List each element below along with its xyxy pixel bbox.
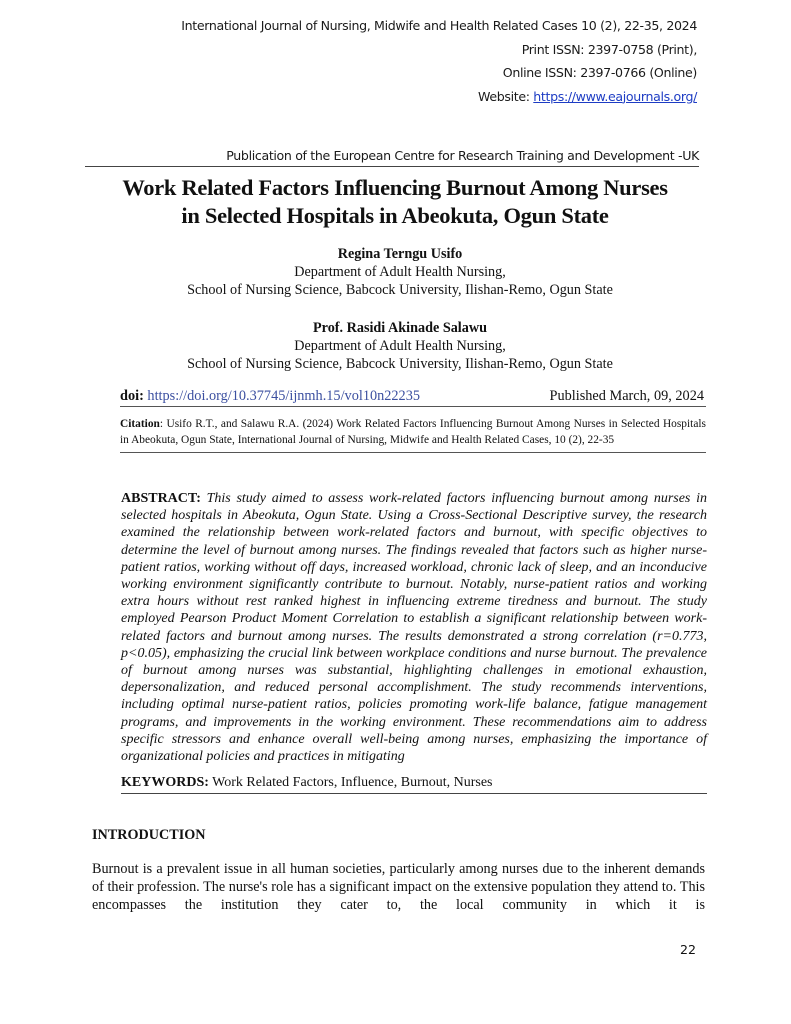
author-institution: School of Nursing Science, Babcock University, Ilishan-Remo, Ogun State [187, 356, 613, 372]
citation-block [120, 417, 706, 453]
online-issn: Online ISSN: 2397-0766 (Online) [502, 65, 697, 80]
author-block-2 [110, 319, 690, 373]
citation-label: Citation [120, 418, 160, 430]
abstract-label: ABSTRACT: [121, 491, 201, 506]
journal-citation-line: International Journal of Nursing, Midwife and Health Related Cases 10 (2), 22-35, 2024 [181, 18, 697, 33]
keywords-block [121, 774, 707, 794]
citation-text: : Usifo R.T., and Salawu R.A. (2024) Work Related Factors Influencing Burnout Among Nurses in Selected Hospitals in Abeokuta, Ogun State, International Journal of Nursing, Midwife and Health Related Cases, 10 (2), 22-35 [120, 418, 706, 446]
doi-label: doi: [120, 388, 144, 404]
page-number: 22 [679, 942, 696, 957]
author-institution: School of Nursing Science, Babcock University, Ilishan-Remo, Ogun State [187, 282, 613, 298]
keywords-label: KEYWORDS: [121, 775, 209, 790]
keywords-text: Work Related Factors, Influence, Burnout, Nurses [208, 775, 493, 790]
doi-link[interactable]: https://doi.org/10.37745/ijnmh.15/vol10n22235 [147, 388, 421, 404]
published-date: Published March, 09, 2024 [549, 388, 704, 404]
abstract-block [121, 490, 707, 765]
introduction-text: Burnout is a prevalent issue in all human societies, particularly among nurses due to the inherent demands of their profession. The nurse's role has a significant impact on the extensive population they attend to. This encompasses the institution they cater to, the local community in which it is [92, 861, 705, 913]
paper-title [60, 174, 730, 230]
author-name: Regina Terngu Usifo [337, 246, 463, 262]
website-link[interactable]: https://www.eajournals.org/ [533, 88, 697, 104]
website-label: Website: [477, 88, 534, 104]
doi-line [120, 386, 706, 407]
abstract-text: This study aimed to assess work-related factors influencing burnout among nurses in selected hospitals in Abeokuta, Ogun State. Using a Cross-Sectional Descriptive survey, the research examined the relationship between work-related factors and burnout, with specific objectives to determine the level of burnout among nurses. The findings revealed that factors such as higher nurse-patient ratios, working without off days, increased workload, chronic lack of sleep, and an inconducive working environment significantly contribute to burnout. Notably, nurse-patient ratios and working extra hours without rest ranked highest in influencing extreme tiredness and burnout. The study employed Pearson Product Moment Correlation to establish a significant relationship between work-related factors and burnout among nurses. The results demonstrated a strong correlation (r=0.773, p<0.05), emphasizing the crucial link between workplace conditions and nurse burnout. The prevalence of burnout among nurses was substantial, highlighting challenges in emotional exhaustion, depersonalization, and reduced personal accomplishment. The study recommends interventions, including optimal nurse-patient ratios, policies promoting work-life balance, fatigue management programs, and improvements in the working environment. These recommendations aim to address specific stressors and enhance overall well-being among nurses, emphasizing the importance of organizational policies and practices in mitigating [121, 491, 708, 765]
publisher-line: Publication of the European Centre for Research Training and Development -UK [85, 146, 699, 167]
title-line-1: Work Related Factors Influencing Burnout Among Nurses [122, 175, 668, 200]
author-block-1 [110, 245, 690, 299]
author-name: Prof. Rasidi Akinade Salawu [313, 320, 487, 336]
website-line [181, 85, 697, 109]
title-line-2: in Selected Hospitals in Abeokuta, Ogun State [181, 203, 609, 228]
author-department: Department of Adult Health Nursing, [294, 264, 506, 280]
author-department: Department of Adult Health Nursing, [294, 338, 506, 354]
print-issn: Print ISSN: 2397-0758 (Print), [521, 41, 697, 57]
introduction-heading: INTRODUCTION [92, 827, 206, 843]
journal-header [181, 14, 697, 108]
